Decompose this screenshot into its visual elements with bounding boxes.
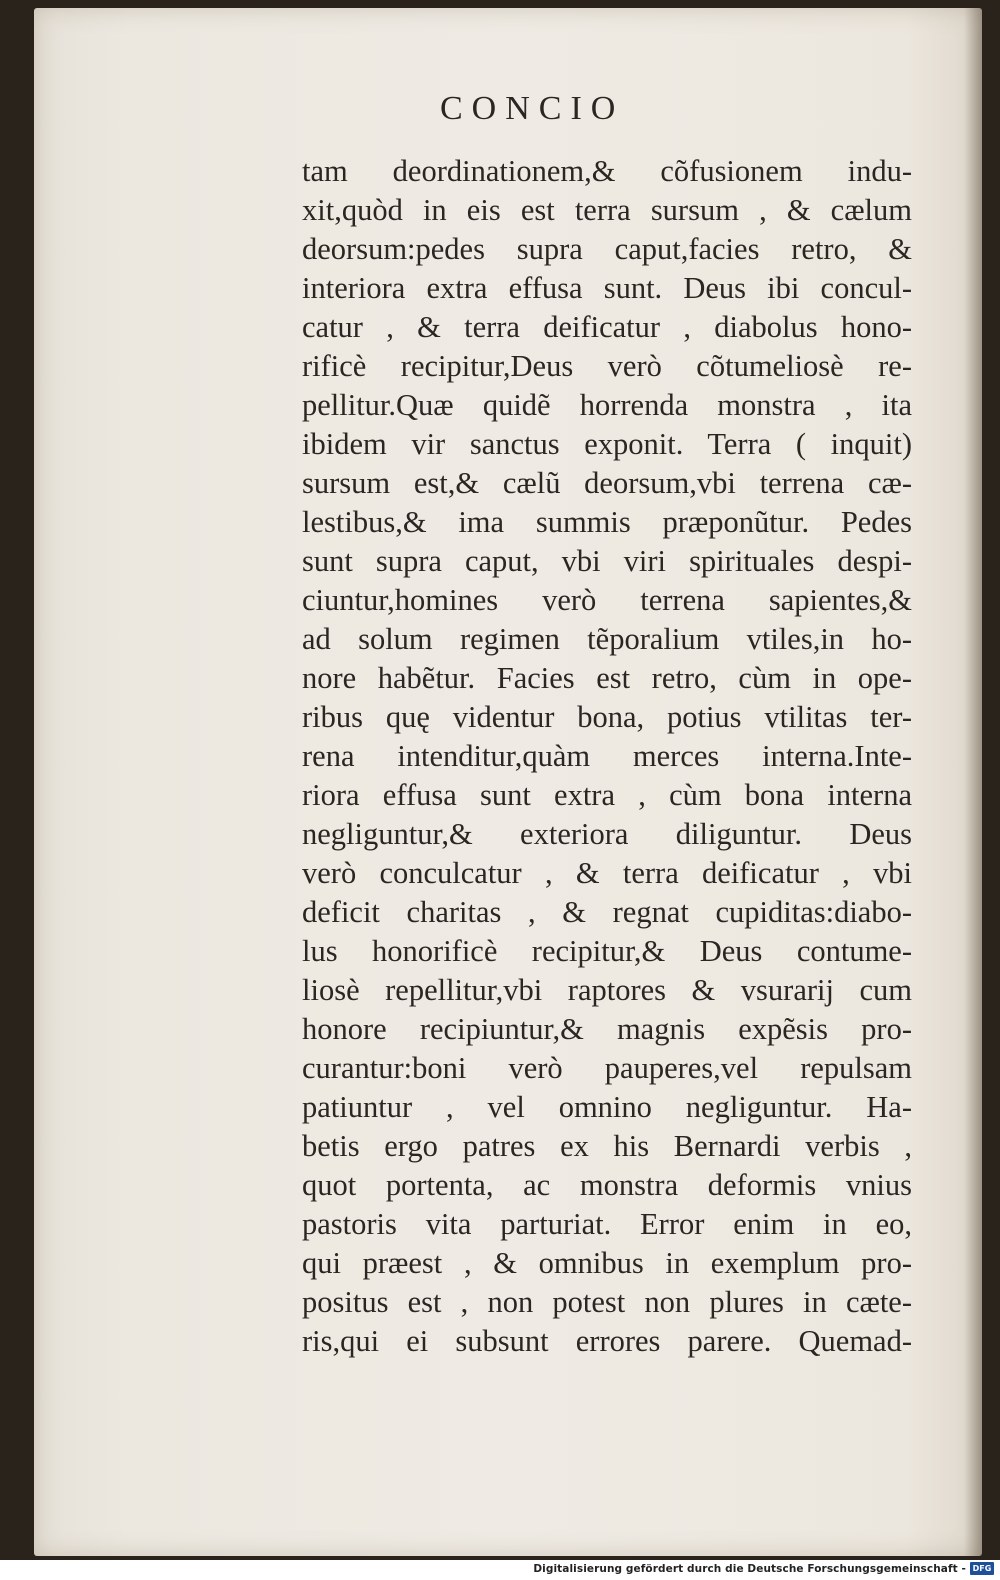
page-gutter-shadow	[964, 8, 982, 1556]
text-line: verò conculcatur , & terra deificatur , vbi	[302, 856, 912, 890]
text-line: positus est , non potest non plures in cæte-	[302, 1285, 912, 1319]
text-line: ris,qui ei subsunt errores parere. Quemad-	[302, 1324, 912, 1358]
text-line: riora effusa sunt extra , cùm bona interna	[302, 778, 912, 812]
text-line: pellitur.Quæ quidẽ horrenda monstra , ita	[302, 388, 912, 422]
body-text	[302, 152, 912, 1361]
text-line: liosè repellitur,vbi raptores & vsurarij cum	[302, 973, 912, 1007]
text-line: interiora extra effusa sunt. Deus ibi concul-	[302, 271, 912, 305]
text-line: qui præest , & omnibus in exemplum pro-	[302, 1246, 912, 1280]
text-line: ad solum regimen tẽporalium vtiles,in ho-	[302, 622, 912, 656]
text-line: ribus quę videntur bona, potius vtilitas ter-	[302, 700, 912, 734]
dfg-logo: DFG	[970, 1562, 994, 1575]
text-line: rificè recipitur,Deus verò cõtumeliosè re-	[302, 349, 912, 383]
text-line: betis ergo patres ex his Bernardi verbis ,	[302, 1129, 912, 1163]
text-line: deorsum:pedes supra caput,facies retro, &	[302, 232, 912, 266]
text-line: patiuntur , vel omnino negliguntur. Ha-	[302, 1090, 912, 1124]
text-line: quot portenta, ac monstra deformis vnius	[302, 1168, 912, 1202]
text-line: sursum est,& cælũ deorsum,vbi terrena cæ-	[302, 466, 912, 500]
text-line: ciuntur,homines verò terrena sapientes,&	[302, 583, 912, 617]
text-line: lus honorificè recipitur,& Deus contume-	[302, 934, 912, 968]
text-line: honore recipiuntur,& magnis expẽsis pro-	[302, 1012, 912, 1046]
text-line: negliguntur,& exteriora diliguntur. Deus	[302, 817, 912, 851]
running-head: CONCIO	[440, 90, 625, 127]
text-line: pastoris vita parturiat. Error enim in eo,	[302, 1207, 912, 1241]
text-line: curantur:boni verò pauperes,vel repulsam	[302, 1051, 912, 1085]
text-line: sunt supra caput, vbi viri spirituales despi-	[302, 544, 912, 578]
text-line: lestibus,& ima summis præponũtur. Pedes	[302, 505, 912, 539]
text-line: tam deordinationem,& cõfusionem indu-	[302, 154, 912, 188]
text-line: rena intenditur,quàm merces interna.Inte-	[302, 739, 912, 773]
footer-bar	[0, 1560, 1000, 1580]
digitization-credit: Digitalisierung gefördert durch die Deutsche Forschungsgemeinschaft -	[533, 1563, 966, 1575]
text-line: nore habẽtur. Facies est retro, cùm in ope-	[302, 661, 912, 695]
text-line: ibidem vir sanctus exponit. Terra ( inquit)	[302, 427, 912, 461]
text-line: xit,quòd in eis est terra sursum , & cælum	[302, 193, 912, 227]
text-line: deficit charitas , & regnat cupiditas:diabo-	[302, 895, 912, 929]
text-line: catur , & terra deificatur , diabolus hono-	[302, 310, 912, 344]
